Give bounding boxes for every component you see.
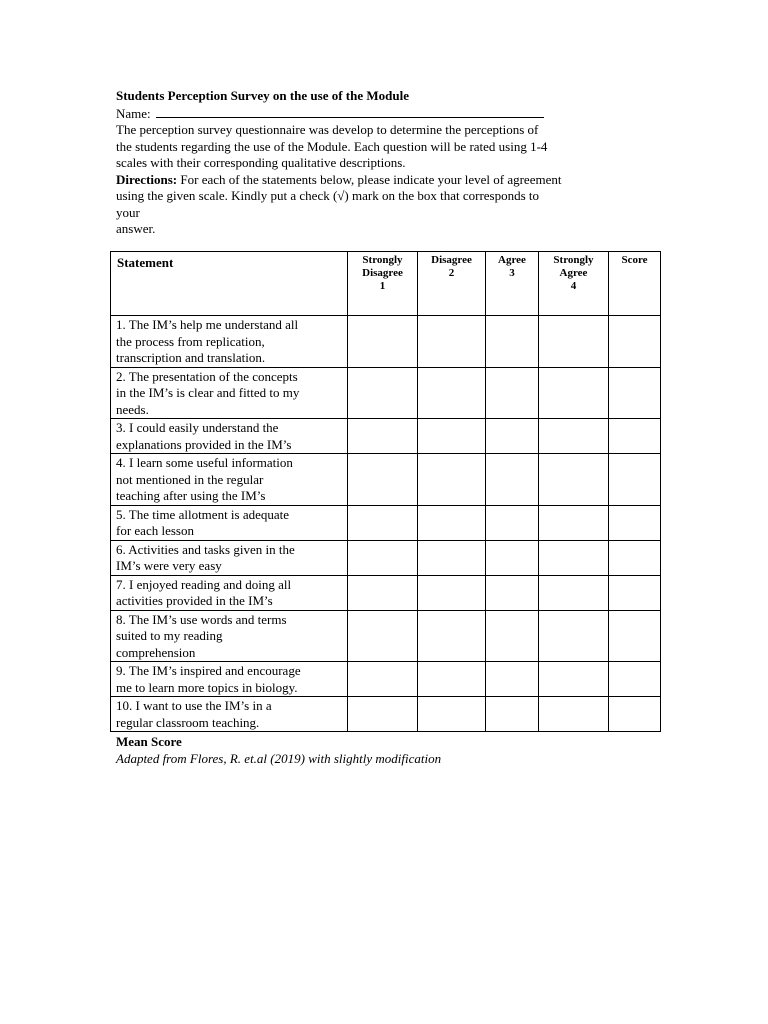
table-row	[111, 505, 661, 540]
description-line: The perception survey questionnaire was develop to determine the perceptions of	[116, 122, 539, 137]
header-score	[609, 252, 661, 316]
statement-text-line: me to learn more topics in biology.	[116, 679, 298, 695]
statement-header: Statement	[111, 252, 348, 316]
score-cell[interactable]	[609, 367, 661, 419]
header-line: Disagree	[431, 254, 472, 266]
statement-cell	[111, 367, 348, 419]
header-agree	[486, 252, 539, 316]
agree-cell[interactable]	[486, 454, 539, 506]
statement-text-line: teaching after using the IM’s	[116, 488, 266, 503]
statement-cell	[111, 419, 348, 454]
table-row	[111, 610, 661, 662]
strongly-disagree-cell[interactable]	[348, 419, 418, 454]
strongly-agree-cell[interactable]	[539, 316, 609, 368]
header-scale-value: 3	[509, 267, 515, 279]
strongly-disagree-cell[interactable]	[348, 662, 418, 697]
statement-text-line: regular classroom teaching.	[116, 714, 260, 730]
disagree-cell[interactable]	[418, 367, 486, 419]
survey-table	[110, 251, 661, 732]
disagree-cell[interactable]	[418, 419, 486, 454]
header-line: Strongly	[362, 254, 403, 266]
statement-text-line: 6. Activities and tasks given in the	[116, 541, 295, 557]
disagree-cell[interactable]	[418, 540, 486, 575]
agree-cell[interactable]	[486, 316, 539, 368]
table-row	[111, 316, 661, 368]
statement-text-line: 5. The time allotment is adequate	[116, 506, 290, 522]
score-cell[interactable]	[609, 697, 661, 732]
citation: Adapted from Flores, R. et.al (2019) with slightly modification	[116, 751, 442, 766]
table-row	[111, 540, 661, 575]
statement-text-line: 3. I could easily understand the	[116, 420, 279, 435]
statement-text-line: needs.	[116, 401, 149, 417]
header-scale-value: 2	[448, 267, 455, 279]
agree-cell[interactable]	[486, 697, 539, 732]
survey-intro	[116, 88, 656, 238]
table-row	[111, 454, 661, 506]
statement-text-line: explanations provided in the IM’s	[116, 436, 292, 452]
strongly-disagree-cell[interactable]	[348, 540, 418, 575]
survey-table-body	[111, 316, 661, 732]
strongly-agree-cell[interactable]	[539, 662, 609, 697]
agree-cell[interactable]	[486, 419, 539, 454]
header-line: Disagree	[362, 267, 403, 279]
strongly-disagree-cell[interactable]	[348, 697, 418, 732]
name-row	[116, 105, 656, 123]
header-line: Agree	[559, 267, 588, 279]
header-line: Strongly	[553, 254, 594, 266]
table-row	[111, 697, 661, 732]
agree-cell[interactable]	[486, 505, 539, 540]
table-row	[111, 367, 661, 419]
agree-cell[interactable]	[486, 662, 539, 697]
statement-text-line: 1. The IM’s help me understand all	[116, 317, 299, 332]
description-line: scales with their corresponding qualitative descriptions.	[116, 155, 406, 170]
score-cell[interactable]	[609, 419, 661, 454]
score-cell[interactable]	[609, 505, 661, 540]
header-strongly-disagree	[348, 252, 418, 316]
statement-cell	[111, 316, 348, 368]
disagree-cell[interactable]	[418, 575, 486, 610]
header-line: Score	[621, 254, 648, 266]
statement-cell	[111, 505, 348, 540]
disagree-cell[interactable]	[418, 454, 486, 506]
score-cell[interactable]	[609, 610, 661, 662]
header-scale-value: 1	[379, 280, 386, 292]
statement-text-line: 2. The presentation of the concepts	[116, 368, 298, 384]
header-disagree	[418, 252, 486, 316]
strongly-disagree-cell[interactable]	[348, 454, 418, 506]
statement-cell	[111, 540, 348, 575]
disagree-cell[interactable]	[418, 697, 486, 732]
survey-directions	[116, 172, 656, 238]
statement-text-line: transcription and translation.	[116, 350, 266, 365]
score-cell[interactable]	[609, 662, 661, 697]
directions-label: Directions:	[116, 171, 178, 187]
strongly-disagree-cell[interactable]	[348, 367, 418, 419]
statement-text-line: 8. The IM’s use words and terms	[116, 611, 287, 627]
statement-text-line: 10. I want to use the IM’s in a	[116, 698, 272, 713]
directions-line: your	[116, 204, 140, 220]
description-line: the students regarding the use of the Module. Each question will be rated using 1-4	[116, 138, 548, 154]
strongly-disagree-cell[interactable]	[348, 610, 418, 662]
statement-text-line: suited to my reading	[116, 628, 223, 643]
header-line: Agree	[498, 254, 526, 266]
agree-cell[interactable]	[486, 575, 539, 610]
table-header-row	[111, 252, 661, 316]
strongly-disagree-cell[interactable]	[348, 575, 418, 610]
statement-text-line: 9. The IM’s inspired and encourage	[116, 663, 301, 678]
statement-text-line: IM’s were very easy	[116, 558, 222, 573]
strongly-agree-cell[interactable]	[539, 697, 609, 732]
directions-line: using the given scale. Kindly put a check (√) mark on the box that corresponds to	[116, 188, 540, 203]
statement-cell	[111, 575, 348, 610]
survey-description	[116, 122, 656, 172]
strongly-agree-cell[interactable]	[539, 454, 609, 506]
table-row	[111, 419, 661, 454]
strongly-agree-cell[interactable]	[539, 367, 609, 419]
strongly-agree-cell[interactable]	[539, 610, 609, 662]
table-row	[111, 575, 661, 610]
statement-cell	[111, 610, 348, 662]
statement-text-line: 4. I learn some useful information	[116, 455, 293, 470]
disagree-cell[interactable]	[418, 662, 486, 697]
statement-cell	[111, 697, 348, 732]
statement-text-line: comprehension	[116, 644, 196, 660]
strongly-agree-cell[interactable]	[539, 540, 609, 575]
directions-line: answer.	[116, 221, 156, 236]
strongly-agree-cell[interactable]	[539, 575, 609, 610]
strongly-disagree-cell[interactable]	[348, 316, 418, 368]
name-label: Name:	[116, 105, 151, 121]
agree-cell[interactable]	[486, 540, 539, 575]
name-blank-line[interactable]	[156, 105, 544, 118]
survey-footer	[116, 733, 441, 767]
statement-text-line: not mentioned in the regular	[116, 471, 264, 487]
strongly-agree-cell[interactable]	[539, 419, 609, 454]
statement-text-line: in the IM’s is clear and fitted to my	[116, 385, 300, 400]
score-cell[interactable]	[609, 575, 661, 610]
agree-cell[interactable]	[486, 367, 539, 419]
score-cell[interactable]	[609, 454, 661, 506]
header-strongly-agree	[539, 252, 609, 316]
score-cell[interactable]	[609, 540, 661, 575]
statement-cell	[111, 662, 348, 697]
disagree-cell[interactable]	[418, 316, 486, 368]
header-scale-value: 4	[570, 280, 577, 292]
strongly-agree-cell[interactable]	[539, 505, 609, 540]
disagree-cell[interactable]	[418, 610, 486, 662]
statement-text-line: 7. I enjoyed reading and doing all	[116, 576, 292, 592]
agree-cell[interactable]	[486, 610, 539, 662]
directions-line: For each of the statements below, please indicate your level of agreement	[177, 171, 562, 187]
disagree-cell[interactable]	[418, 505, 486, 540]
statement-text-line: activities provided in the IM’s	[116, 593, 273, 608]
survey-title: Students Perception Survey on the use of the Module	[116, 88, 409, 103]
statement-cell	[111, 454, 348, 506]
score-cell[interactable]	[609, 316, 661, 368]
statement-text-line: the process from replication,	[116, 333, 265, 349]
statement-text-line: for each lesson	[116, 523, 194, 538]
strongly-disagree-cell[interactable]	[348, 505, 418, 540]
mean-score-label: Mean Score	[116, 734, 182, 749]
table-row	[111, 662, 661, 697]
